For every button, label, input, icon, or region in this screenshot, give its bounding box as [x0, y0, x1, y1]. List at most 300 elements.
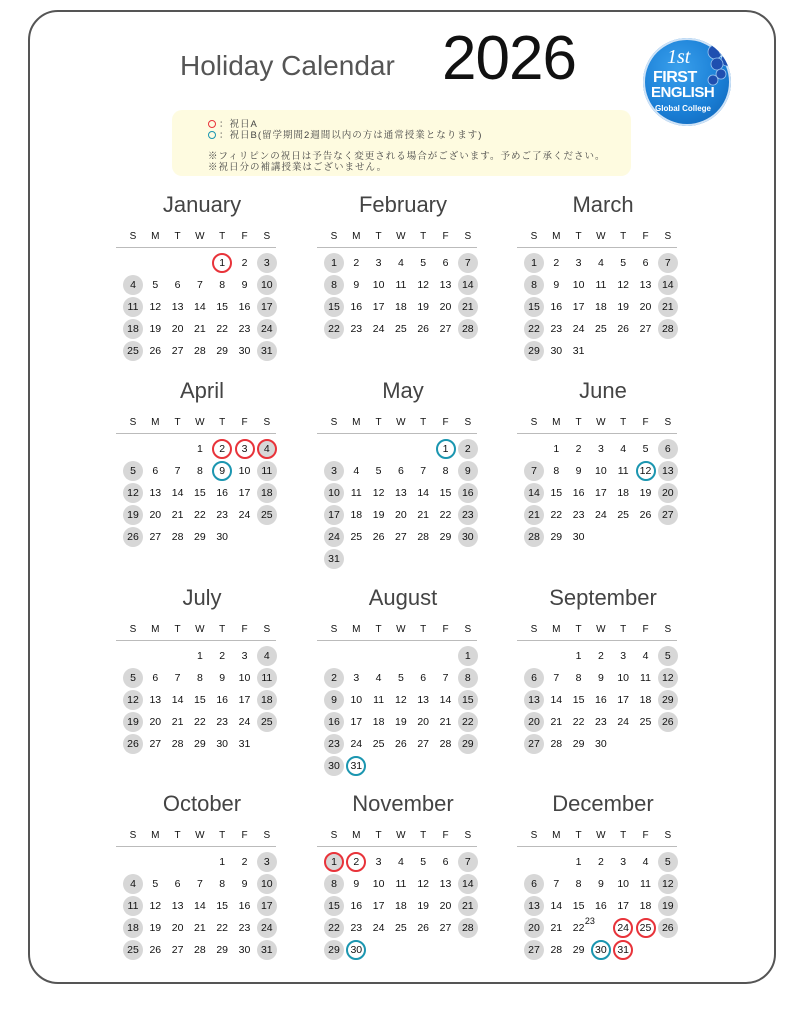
weekday-label: M [552, 830, 561, 841]
weekday-label: W [396, 231, 406, 242]
day-cell-weekend: 24 [257, 319, 277, 339]
day-cell: 6 [420, 672, 427, 684]
weekday-label: W [396, 624, 406, 635]
day-cell: 15 [550, 487, 563, 499]
day-cell-holiday-a: 31 [613, 940, 633, 960]
day-cell-holiday-a: 1 [324, 852, 344, 872]
day-cell: 21 [171, 716, 184, 728]
day-cell: 27 [395, 531, 407, 543]
day-cell: 19 [617, 301, 630, 313]
weekday-label: T [420, 830, 427, 841]
day-cell: 23 [216, 509, 229, 521]
day-cell-holiday-b: 1 [436, 439, 456, 459]
header-divider [517, 640, 677, 641]
day-cell: 10 [617, 878, 630, 890]
day-cell: 9 [219, 672, 226, 684]
day-cell: 3 [353, 672, 360, 684]
weekday-label: T [219, 417, 226, 428]
day-cell-weekend: 6 [524, 874, 544, 894]
weekday-label: W [396, 830, 406, 841]
day-cell: 5 [397, 672, 404, 684]
weekday-label: S [263, 624, 271, 635]
weekday-label: T [375, 830, 382, 841]
day-cell: 13 [149, 694, 162, 706]
day-cell-weekend: 8 [458, 668, 478, 688]
weekday-label: T [420, 231, 427, 242]
day-cell: 2 [597, 650, 604, 662]
day-cell-weekend: 10 [257, 275, 277, 295]
day-cell: 26 [639, 509, 652, 521]
day-cell-weekend: 8 [324, 874, 344, 894]
day-cell: 30 [238, 345, 251, 357]
day-cell: 8 [196, 465, 203, 477]
day-cell: 22 [572, 716, 585, 728]
day-cell: 9 [353, 878, 360, 890]
day-cell: 26 [372, 531, 385, 543]
day-cell: 9 [241, 878, 248, 890]
page-title: Holiday Calendar [180, 50, 395, 81]
day-cell-weekend: 12 [658, 874, 678, 894]
day-cell: 21 [550, 922, 563, 934]
day-cell: 11 [350, 487, 362, 499]
day-cell: 10 [595, 465, 607, 477]
day-cell: 16 [216, 694, 229, 706]
day-cell-weekend: 28 [458, 319, 478, 339]
day-cell: 17 [572, 301, 585, 313]
weekday-label: S [664, 417, 672, 428]
day-cell: 4 [353, 465, 360, 477]
day-cell: 24 [372, 323, 385, 335]
day-cell: 6 [152, 465, 159, 477]
day-cell-weekend: 26 [658, 918, 678, 938]
day-cell: 25 [595, 323, 607, 335]
day-cell-weekend: 11 [257, 668, 277, 688]
day-cell: 3 [620, 650, 627, 662]
day-cell: 27 [439, 323, 452, 335]
legend-note-2: ※祝日分の補講授業はございません。 [208, 162, 388, 173]
day-cell: 10 [238, 672, 251, 684]
month-title: June [579, 378, 627, 403]
day-cell-weekend: 5 [123, 668, 143, 688]
day-cell-weekend: 24 [257, 918, 277, 938]
header-divider [116, 433, 276, 434]
weekday-label: T [620, 231, 627, 242]
day-cell: 1 [553, 443, 560, 455]
day-cell: 14 [194, 900, 206, 912]
day-cell: 14 [439, 694, 452, 706]
month-title: January [162, 192, 242, 217]
month-title: November [352, 791, 454, 816]
weekday-label: S [129, 830, 137, 841]
day-cell: 7 [420, 465, 427, 477]
day-cell: 12 [417, 279, 430, 291]
weekday-label: F [241, 417, 248, 428]
day-cell: 23 [238, 922, 251, 934]
logo-english: ENGLISH [651, 84, 715, 101]
weekday-label: S [464, 417, 472, 428]
day-cell: 6 [642, 257, 649, 269]
weekday-label: S [263, 830, 271, 841]
day-cell-weekend: 14 [524, 483, 544, 503]
day-cell: 5 [152, 878, 159, 890]
day-cell-weekend: 15 [458, 690, 478, 710]
day-cell-weekend: 21 [458, 297, 478, 317]
day-cell: 14 [171, 694, 184, 706]
day-cell: 17 [372, 301, 385, 313]
day-cell-weekend: 10 [324, 483, 344, 503]
day-cell-weekend: 15 [524, 297, 544, 317]
day-cell: 16 [550, 301, 563, 313]
weekday-label: F [642, 830, 649, 841]
day-cell: 21 [194, 922, 206, 934]
day-cell-weekend: 30 [324, 756, 344, 776]
day-cell: 11 [640, 878, 651, 890]
day-cell: 16 [238, 900, 251, 912]
day-cell: 25 [372, 738, 385, 750]
weekday-label: F [241, 624, 248, 635]
day-cell: 27 [417, 738, 430, 750]
day-cell: 3 [575, 257, 582, 269]
day-cell: 22 [439, 509, 452, 521]
day-cell: 30 [216, 738, 229, 750]
weekday-label: S [263, 231, 271, 242]
weekday-label: S [664, 231, 672, 242]
day-cell: 14 [550, 900, 563, 912]
day-cell: 29 [194, 531, 206, 543]
day-cell: 21 [194, 323, 206, 335]
day-cell: 4 [397, 257, 404, 269]
day-cell: 18 [617, 487, 630, 499]
logo-1st: 1st [667, 46, 691, 68]
day-cell-weekend: 5 [658, 646, 678, 666]
day-cell-weekend: 31 [257, 940, 277, 960]
day-cell: 9 [353, 279, 360, 291]
weekday-label: W [195, 624, 205, 635]
day-cell-weekend: 13 [524, 896, 544, 916]
day-cell: 22 [216, 323, 229, 335]
weekday-label: T [620, 417, 627, 428]
day-cell: 26 [417, 922, 430, 934]
day-cell: 10 [372, 878, 385, 890]
day-cell: 16 [572, 487, 585, 499]
day-cell: 20 [395, 509, 407, 521]
day-cell-weekend: 24 [324, 527, 344, 547]
day-cell: 19 [417, 301, 430, 313]
day-cell: 26 [417, 323, 430, 335]
day-cell: 14 [171, 487, 184, 499]
weekday-label: T [620, 830, 627, 841]
month-title: May [382, 378, 424, 403]
day-cell: 23 [350, 323, 363, 335]
day-cell: 17 [350, 716, 363, 728]
day-cell-holiday-a: 3 [235, 439, 255, 459]
weekday-label: S [330, 417, 338, 428]
day-cell: 10 [372, 279, 385, 291]
day-cell: 29 [194, 738, 206, 750]
day-cell: 7 [196, 878, 203, 890]
day-cell: 4 [597, 257, 604, 269]
day-cell: 4 [642, 650, 649, 662]
weekday-label: F [442, 417, 449, 428]
day-cell: 16 [350, 900, 363, 912]
day-cell-weekend: 14 [658, 275, 678, 295]
legend-holiday-a: ：祝日A [208, 116, 258, 130]
day-cell: 27 [439, 922, 452, 934]
day-cell: 24 [617, 716, 630, 728]
day-cell: 28 [550, 738, 563, 750]
weekday-label: M [352, 231, 361, 242]
weekday-label: M [552, 231, 561, 242]
day-cell: 24 [238, 716, 251, 728]
day-cell-weekend: 18 [123, 918, 143, 938]
day-cell-weekend: 1 [458, 646, 478, 666]
weekday-label: T [375, 624, 382, 635]
day-cell: 31 [572, 345, 585, 357]
weekday-label: T [375, 231, 382, 242]
month-title: July [182, 585, 222, 610]
day-cell: 11 [640, 672, 651, 684]
day-cell: 16 [216, 487, 229, 499]
day-cell: 10 [617, 672, 630, 684]
day-cell: 17 [595, 487, 607, 499]
day-cell: 26 [617, 323, 630, 335]
day-cell: 3 [375, 257, 382, 269]
day-cell: 19 [372, 509, 385, 521]
weekday-label: S [530, 417, 538, 428]
day-cell-weekend: 26 [123, 734, 143, 754]
day-cell-weekend: 3 [257, 253, 277, 273]
weekday-label: T [174, 624, 181, 635]
day-cell: 23 [584, 916, 595, 926]
day-cell: 4 [642, 856, 649, 868]
day-cell: 8 [575, 672, 582, 684]
day-cell-weekend: 21 [658, 297, 678, 317]
day-cell-holiday-b: 31 [346, 756, 366, 776]
day-cell: 13 [439, 279, 452, 291]
day-cell-weekend: 29 [658, 690, 678, 710]
weekday-label: S [330, 231, 338, 242]
weekday-label: S [464, 624, 472, 635]
weekday-label: T [174, 231, 181, 242]
day-cell: 18 [395, 900, 407, 912]
day-cell: 29 [550, 531, 563, 543]
day-cell: 12 [617, 279, 630, 291]
day-cell: 23 [550, 323, 563, 335]
weekday-label: W [195, 830, 205, 841]
day-cell: 2 [575, 443, 582, 455]
day-cell-weekend: 2 [458, 439, 478, 459]
day-cell-weekend: 19 [123, 505, 143, 525]
logo-first: FIRST [653, 69, 697, 86]
day-cell: 18 [639, 900, 652, 912]
day-cell: 10 [238, 465, 251, 477]
day-cell: 28 [194, 345, 206, 357]
day-cell-weekend: 4 [123, 874, 143, 894]
day-cell-weekend: 7 [658, 253, 678, 273]
day-cell: 20 [171, 323, 184, 335]
day-cell: 9 [241, 279, 248, 291]
weekday-label: T [219, 624, 226, 635]
day-cell: 2 [241, 856, 248, 868]
day-cell-weekend: 12 [123, 483, 143, 503]
day-cell: 18 [372, 716, 385, 728]
day-cell: 1 [196, 443, 203, 455]
day-cell: 7 [196, 279, 203, 291]
day-cell: 16 [595, 694, 607, 706]
day-cell: 2 [219, 650, 226, 662]
weekday-label: W [596, 830, 606, 841]
day-cell-weekend: 18 [257, 483, 277, 503]
day-cell: 19 [417, 900, 430, 912]
day-cell: 26 [149, 944, 162, 956]
weekday-label: S [464, 830, 472, 841]
day-cell: 27 [149, 531, 162, 543]
day-cell: 4 [375, 672, 382, 684]
weekday-label: S [129, 417, 137, 428]
day-cell-weekend: 3 [257, 852, 277, 872]
weekday-label: T [420, 417, 427, 428]
legend-note-1: ※フィリピンの祝日は予告なく変更される場合がございます。予めご了承ください。 [208, 151, 606, 162]
weekday-label: M [552, 417, 561, 428]
day-cell: 29 [439, 531, 452, 543]
day-cell-weekend: 23 [458, 505, 478, 525]
day-cell: 27 [171, 944, 184, 956]
day-cell: 19 [639, 487, 652, 499]
day-cell-weekend: 9 [458, 461, 478, 481]
day-cell-weekend: 12 [123, 690, 143, 710]
day-cell: 12 [149, 301, 162, 313]
day-cell: 2 [241, 257, 248, 269]
day-cell: 24 [372, 922, 385, 934]
day-cell: 24 [350, 738, 363, 750]
day-cell-weekend: 8 [324, 275, 344, 295]
day-cell: 21 [417, 509, 430, 521]
day-cell-weekend: 17 [257, 297, 277, 317]
day-cell: 5 [152, 279, 159, 291]
day-cell: 28 [550, 944, 563, 956]
day-cell-weekend: 26 [123, 527, 143, 547]
weekday-label: S [464, 231, 472, 242]
day-cell: 16 [595, 900, 607, 912]
day-cell-weekend: 18 [123, 319, 143, 339]
legend-box [172, 110, 631, 176]
day-cell: 29 [572, 738, 585, 750]
day-cell: 6 [174, 279, 181, 291]
day-cell: 2 [597, 856, 604, 868]
weekday-label: M [352, 417, 361, 428]
day-cell: 18 [639, 694, 652, 706]
day-cell: 6 [174, 878, 181, 890]
day-cell: 20 [439, 900, 452, 912]
weekday-label: F [442, 624, 449, 635]
weekday-label: S [129, 624, 137, 635]
day-cell: 30 [572, 531, 585, 543]
header-divider [517, 433, 677, 434]
day-cell: 26 [149, 345, 162, 357]
weekday-label: W [195, 417, 205, 428]
day-cell: 19 [395, 716, 407, 728]
day-cell-weekend: 28 [658, 319, 678, 339]
day-cell: 23 [216, 716, 229, 728]
day-cell: 3 [620, 856, 627, 868]
day-cell-weekend: 11 [123, 896, 143, 916]
weekday-label: W [396, 417, 406, 428]
weekday-label: T [174, 830, 181, 841]
weekday-label: W [596, 624, 606, 635]
day-cell: 22 [550, 509, 563, 521]
weekday-label: M [151, 417, 160, 428]
day-cell-weekend: 11 [123, 297, 143, 317]
day-cell: 5 [642, 443, 649, 455]
weekday-label: S [530, 624, 538, 635]
day-cell: 15 [194, 487, 206, 499]
day-cell: 7 [553, 878, 560, 890]
day-cell-weekend: 25 [123, 341, 143, 361]
weekday-label: S [664, 830, 672, 841]
day-cell: 24 [595, 509, 607, 521]
weekday-label: W [596, 231, 606, 242]
day-cell-weekend: 27 [524, 940, 544, 960]
day-cell-weekend: 22 [524, 319, 544, 339]
day-cell: 28 [194, 944, 206, 956]
day-cell: 1 [575, 856, 582, 868]
day-cell: 6 [152, 672, 159, 684]
day-cell: 20 [149, 509, 162, 521]
day-cell-holiday-a: 25 [636, 918, 656, 938]
weekday-label: S [530, 830, 538, 841]
day-cell: 11 [395, 878, 407, 890]
day-cell-weekend: 14 [458, 874, 478, 894]
day-cell: 12 [372, 487, 385, 499]
day-cell-weekend: 5 [658, 852, 678, 872]
day-cell-weekend: 31 [257, 341, 277, 361]
day-cell: 28 [171, 531, 184, 543]
day-cell-weekend: 28 [458, 918, 478, 938]
day-cell-weekend: 2 [324, 668, 344, 688]
day-cell-weekend: 22 [324, 319, 344, 339]
weekday-label: F [642, 231, 649, 242]
day-cell: 14 [194, 301, 206, 313]
day-cell: 29 [572, 944, 585, 956]
day-cell: 11 [617, 465, 629, 477]
day-cell: 7 [174, 672, 181, 684]
day-cell: 15 [216, 900, 229, 912]
weekday-label: T [575, 624, 582, 635]
day-cell: 28 [171, 738, 184, 750]
day-cell-weekend: 26 [658, 712, 678, 732]
weekday-label: T [219, 830, 226, 841]
day-cell: 5 [375, 465, 382, 477]
day-cell-weekend: 17 [324, 505, 344, 525]
month-title: April [179, 378, 224, 403]
day-cell-weekend: 6 [524, 668, 544, 688]
day-cell-weekend: 1 [524, 253, 544, 273]
day-cell: 30 [216, 531, 229, 543]
header-divider [116, 846, 276, 847]
day-cell: 15 [194, 694, 206, 706]
day-cell: 15 [572, 900, 585, 912]
day-cell: 13 [171, 900, 184, 912]
day-cell: 8 [219, 279, 226, 291]
weekday-label: M [151, 231, 160, 242]
day-cell: 24 [572, 323, 585, 335]
day-cell: 9 [597, 672, 604, 684]
day-cell: 23 [350, 922, 363, 934]
day-cell-weekend: 5 [123, 461, 143, 481]
weekday-label: T [420, 624, 427, 635]
weekday-label: F [442, 830, 449, 841]
day-cell: 10 [572, 279, 585, 291]
